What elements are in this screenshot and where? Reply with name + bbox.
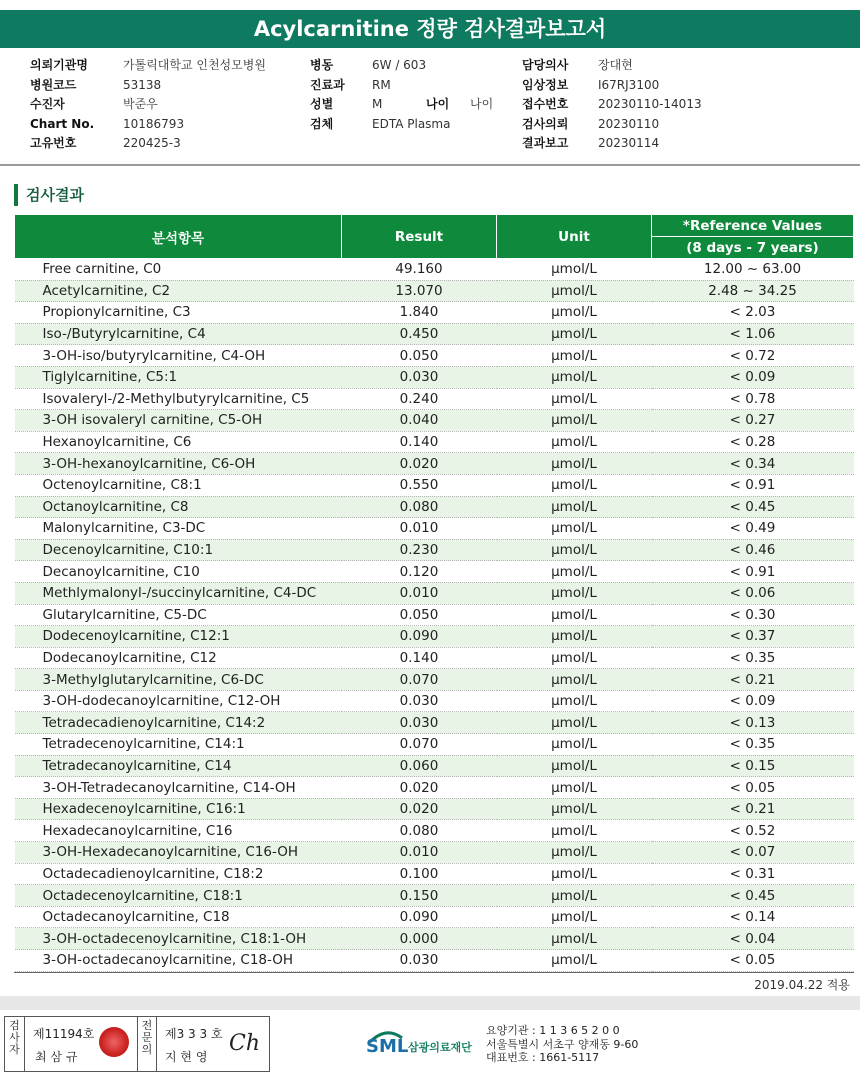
result-value: 0.020 bbox=[342, 798, 497, 820]
unit-value: µmol/L bbox=[497, 734, 652, 756]
analyte-name: 3-Methylglutarylcarnitine, C6-DC bbox=[15, 669, 342, 691]
info-label: 고유번호 bbox=[30, 136, 77, 150]
analyte-name: Tetradecanoylcarnitine, C14 bbox=[15, 755, 342, 777]
unit-value: µmol/L bbox=[497, 323, 652, 345]
table-row bbox=[15, 582, 854, 604]
examiner-label: 검사자 bbox=[9, 1019, 20, 1056]
reference-value: < 0.21 bbox=[652, 669, 854, 691]
info-value: 220425-3 bbox=[123, 136, 181, 150]
result-value: 0.020 bbox=[342, 777, 497, 799]
table-row bbox=[15, 906, 854, 928]
info-value: I67RJ3100 bbox=[598, 77, 660, 92]
result-value: 0.120 bbox=[342, 561, 497, 583]
analyte-name: 3-OH-iso/butyrylcarnitine, C4-OH bbox=[15, 345, 342, 367]
unit-value: µmol/L bbox=[497, 842, 652, 864]
reference-value: < 0.27 bbox=[652, 410, 854, 432]
analyte-name: Isovaleryl-/2-Methylbutyrylcarnitine, C5 bbox=[15, 388, 342, 410]
reference-value: < 0.46 bbox=[652, 539, 854, 561]
table-row bbox=[15, 345, 854, 367]
info-label: 나이 bbox=[426, 97, 450, 111]
reference-value: < 0.09 bbox=[652, 690, 854, 712]
reference-value: < 0.49 bbox=[652, 518, 854, 540]
analyte-name: Tetradecenoylcarnitine, C14:1 bbox=[15, 734, 342, 756]
unit-value: µmol/L bbox=[497, 259, 652, 281]
analyte-name: Tiglylcarnitine, C5:1 bbox=[15, 366, 342, 388]
info-value: 10186793 bbox=[123, 116, 185, 131]
header-divider bbox=[0, 164, 860, 166]
reference-value: < 0.35 bbox=[652, 734, 854, 756]
unit-value: µmol/L bbox=[497, 820, 652, 842]
unit-value: µmol/L bbox=[497, 604, 652, 626]
analyte-name: Hexadecenoylcarnitine, C16:1 bbox=[15, 798, 342, 820]
section-title: 검사결과 bbox=[14, 184, 84, 206]
info-value: 20230110-14013 bbox=[598, 97, 702, 111]
info-label: 병동 bbox=[310, 58, 334, 72]
unit-value: µmol/L bbox=[497, 496, 652, 518]
info-value: 가톨릭대학교 인천성모병원 bbox=[123, 58, 266, 72]
analyte-name: Hexadecanoylcarnitine, C16 bbox=[15, 820, 342, 842]
analyte-name: Octadecenoylcarnitine, C18:1 bbox=[15, 885, 342, 907]
unit-value: µmol/L bbox=[497, 777, 652, 799]
info-value: RM bbox=[372, 77, 391, 92]
reference-value: < 0.72 bbox=[652, 345, 854, 367]
table-row bbox=[15, 604, 854, 626]
info-value: 나이 bbox=[470, 97, 494, 111]
signature-label-examiner bbox=[5, 1017, 25, 1071]
unit-value: µmol/L bbox=[497, 388, 652, 410]
info-label: 결과보고 bbox=[522, 136, 569, 150]
unit-value: µmol/L bbox=[497, 280, 652, 302]
unit-value: µmol/L bbox=[497, 928, 652, 950]
signature-label-specialist bbox=[137, 1017, 157, 1071]
examiner-name: 최 삼 규 bbox=[35, 1050, 78, 1064]
info-value: 53138 bbox=[123, 77, 162, 92]
analyte-name: Octenoylcarnitine, C8:1 bbox=[15, 474, 342, 496]
org-line: 요양기관 : 1 1 3 6 5 2 0 0 bbox=[486, 1024, 620, 1037]
reference-value: < 0.91 bbox=[652, 474, 854, 496]
reference-value: < 0.13 bbox=[652, 712, 854, 734]
analyte-name: Malonylcarnitine, C3-DC bbox=[15, 518, 342, 540]
info-value: 6W / 603 bbox=[372, 58, 427, 72]
result-value: 0.240 bbox=[342, 388, 497, 410]
unit-value: µmol/L bbox=[497, 755, 652, 777]
signature-scribble: Ch bbox=[229, 1031, 261, 1056]
unit-value: µmol/L bbox=[497, 345, 652, 367]
table-row bbox=[15, 669, 854, 691]
col-header-result: Result bbox=[342, 215, 497, 259]
table-row bbox=[15, 323, 854, 345]
table-row bbox=[15, 410, 854, 432]
col-header-reference: *Reference Values bbox=[652, 215, 854, 237]
result-value: 0.050 bbox=[342, 345, 497, 367]
org-line: 서울특별시 서초구 양재동 9-60 bbox=[486, 1037, 639, 1051]
table-row bbox=[15, 647, 854, 669]
analyte-name: 3-OH-octadecenoylcarnitine, C18:1-OH bbox=[15, 928, 342, 950]
result-value: 0.070 bbox=[342, 669, 497, 691]
reference-value: < 0.14 bbox=[652, 906, 854, 928]
info-label: Chart No. bbox=[30, 116, 95, 131]
table-row bbox=[15, 885, 854, 907]
analyte-name: 3-OH-Tetradecanoylcarnitine, C14-OH bbox=[15, 777, 342, 799]
analyte-name: Octadecadienoylcarnitine, C18:2 bbox=[15, 863, 342, 885]
results-body bbox=[15, 259, 854, 972]
analyte-name: Methlymalonyl-/succinylcarnitine, C4-DC bbox=[15, 582, 342, 604]
unit-value: µmol/L bbox=[497, 712, 652, 734]
reference-value: < 0.09 bbox=[652, 366, 854, 388]
reference-value: < 0.15 bbox=[652, 755, 854, 777]
reference-value: < 0.91 bbox=[652, 561, 854, 583]
reference-value: < 0.45 bbox=[652, 496, 854, 518]
analyte-name: Decenoylcarnitine, C10:1 bbox=[15, 539, 342, 561]
result-value: 0.090 bbox=[342, 626, 497, 648]
info-column-2 bbox=[310, 56, 493, 134]
table-row bbox=[15, 366, 854, 388]
info-label: 병원코드 bbox=[30, 77, 77, 92]
result-value: 0.020 bbox=[342, 453, 497, 475]
col-header-reference-range: (8 days - 7 years) bbox=[652, 237, 854, 259]
specialist-label: 전문의 bbox=[141, 1019, 153, 1056]
reference-value: < 0.37 bbox=[652, 626, 854, 648]
table-row bbox=[15, 842, 854, 864]
analyte-name: 3-OH isovaleryl carnitine, C5-OH bbox=[15, 410, 342, 432]
col-header-item: 분석항목 bbox=[15, 215, 342, 259]
info-label: 수진자 bbox=[30, 97, 65, 111]
result-value: 0.060 bbox=[342, 755, 497, 777]
unit-value: µmol/L bbox=[497, 669, 652, 691]
table-row bbox=[15, 474, 854, 496]
table-row bbox=[15, 690, 854, 712]
result-value: 0.230 bbox=[342, 539, 497, 561]
table-row bbox=[15, 302, 854, 324]
result-value: 0.050 bbox=[342, 604, 497, 626]
analyte-name: Dodecenoylcarnitine, C12:1 bbox=[15, 626, 342, 648]
unit-value: µmol/L bbox=[497, 647, 652, 669]
info-value: 20230114 bbox=[598, 136, 660, 150]
specialist-license: 제3 3 3 호 bbox=[165, 1027, 223, 1041]
reference-value: < 0.45 bbox=[652, 885, 854, 907]
table-row bbox=[15, 734, 854, 756]
analyte-name: Glutarylcarnitine, C5-DC bbox=[15, 604, 342, 626]
unit-value: µmol/L bbox=[497, 690, 652, 712]
info-label: 임상정보 bbox=[522, 77, 569, 92]
result-value: 0.100 bbox=[342, 863, 497, 885]
info-label: 검사의뢰 bbox=[522, 116, 569, 131]
unit-value: µmol/L bbox=[497, 906, 652, 928]
info-column-3 bbox=[522, 56, 702, 154]
col-header-unit: Unit bbox=[497, 215, 652, 259]
info-value: 20230110 bbox=[598, 116, 660, 131]
result-value: 0.030 bbox=[342, 950, 497, 972]
analyte-name: 3-OH-hexanoylcarnitine, C6-OH bbox=[15, 453, 342, 475]
reference-value: < 0.30 bbox=[652, 604, 854, 626]
analyte-name: Propionylcarnitine, C3 bbox=[15, 302, 342, 324]
analyte-name: 3-OH-dodecanoylcarnitine, C12-OH bbox=[15, 690, 342, 712]
reference-value: < 0.05 bbox=[652, 777, 854, 799]
result-value: 49.160 bbox=[342, 259, 497, 281]
reference-value: < 0.28 bbox=[652, 431, 854, 453]
table-row bbox=[15, 777, 854, 799]
table-row bbox=[15, 626, 854, 648]
patient-info bbox=[0, 56, 860, 156]
seal-icon bbox=[99, 1027, 129, 1057]
reference-value: < 0.07 bbox=[652, 842, 854, 864]
result-value: 0.450 bbox=[342, 323, 497, 345]
table-row bbox=[15, 755, 854, 777]
table-row bbox=[15, 518, 854, 540]
table-bottom-rule bbox=[14, 972, 854, 973]
table-row bbox=[15, 431, 854, 453]
unit-value: µmol/L bbox=[497, 302, 652, 324]
reference-value: < 0.31 bbox=[652, 863, 854, 885]
unit-value: µmol/L bbox=[497, 366, 652, 388]
sml-logo bbox=[366, 1024, 486, 1068]
reference-value: < 0.78 bbox=[652, 388, 854, 410]
org-line: 대표번호 : 1661-5117 bbox=[486, 1051, 600, 1064]
unit-value: µmol/L bbox=[497, 885, 652, 907]
unit-value: µmol/L bbox=[497, 518, 652, 540]
info-label: 진료과 bbox=[310, 77, 345, 92]
unit-value: µmol/L bbox=[497, 561, 652, 583]
result-value: 13.070 bbox=[342, 280, 497, 302]
specialist-name: 지 현 영 bbox=[165, 1050, 208, 1064]
report-title: Acylcarnitine 정량 검사결과보고서 bbox=[0, 10, 860, 48]
unit-value: µmol/L bbox=[497, 410, 652, 432]
results-table bbox=[14, 214, 854, 972]
unit-value: µmol/L bbox=[497, 582, 652, 604]
unit-value: µmol/L bbox=[497, 539, 652, 561]
result-value: 0.030 bbox=[342, 366, 497, 388]
table-row bbox=[15, 863, 854, 885]
result-value: 0.550 bbox=[342, 474, 497, 496]
analyte-name: Free carnitine, C0 bbox=[15, 259, 342, 281]
result-value: 0.090 bbox=[342, 906, 497, 928]
result-value: 0.080 bbox=[342, 820, 497, 842]
analyte-name: Octadecanoylcarnitine, C18 bbox=[15, 906, 342, 928]
info-label: 검체 bbox=[310, 116, 334, 131]
org-info bbox=[486, 1024, 638, 1065]
table-row bbox=[15, 496, 854, 518]
table-row bbox=[15, 453, 854, 475]
unit-value: µmol/L bbox=[497, 863, 652, 885]
analyte-name: Acetylcarnitine, C2 bbox=[15, 280, 342, 302]
analyte-name: Hexanoylcarnitine, C6 bbox=[15, 431, 342, 453]
result-value: 0.140 bbox=[342, 431, 497, 453]
reference-value: < 0.05 bbox=[652, 950, 854, 972]
result-value: 0.080 bbox=[342, 496, 497, 518]
table-row bbox=[15, 712, 854, 734]
reference-value: < 1.06 bbox=[652, 323, 854, 345]
result-value: 0.030 bbox=[342, 712, 497, 734]
info-label: 접수번호 bbox=[522, 97, 569, 111]
unit-value: µmol/L bbox=[497, 431, 652, 453]
applied-note: 2019.04.22 적용 bbox=[754, 978, 850, 992]
result-value: 0.150 bbox=[342, 885, 497, 907]
unit-value: µmol/L bbox=[497, 950, 652, 972]
analyte-name: 3-OH-octadecanoylcarnitine, C18-OH bbox=[15, 950, 342, 972]
table-row bbox=[15, 950, 854, 972]
info-column-1 bbox=[30, 56, 266, 154]
reference-value: < 0.35 bbox=[652, 647, 854, 669]
reference-value: < 0.21 bbox=[652, 798, 854, 820]
reference-value: 2.48 ~ 34.25 bbox=[652, 280, 854, 302]
info-value: EDTA Plasma bbox=[372, 116, 451, 131]
result-value: 0.140 bbox=[342, 647, 497, 669]
unit-value: µmol/L bbox=[497, 474, 652, 496]
signature-box bbox=[4, 1016, 270, 1072]
reference-value: < 2.03 bbox=[652, 302, 854, 324]
info-value: 박준우 bbox=[123, 97, 158, 111]
result-value: 1.840 bbox=[342, 302, 497, 324]
info-value: M bbox=[372, 97, 383, 111]
footer-band bbox=[0, 996, 860, 1010]
examiner-license: 제11194호 bbox=[33, 1027, 95, 1041]
unit-value: µmol/L bbox=[497, 798, 652, 820]
table-row bbox=[15, 928, 854, 950]
reference-value: < 0.34 bbox=[652, 453, 854, 475]
sml-logo-text: SML bbox=[366, 1036, 409, 1057]
table-row bbox=[15, 561, 854, 583]
info-value: 장대현 bbox=[598, 58, 633, 72]
info-label: 의뢰기관명 bbox=[30, 58, 88, 72]
info-label: 성별 bbox=[310, 97, 334, 111]
analyte-name: Decanoylcarnitine, C10 bbox=[15, 561, 342, 583]
result-value: 0.010 bbox=[342, 582, 497, 604]
table-row bbox=[15, 798, 854, 820]
result-value: 0.030 bbox=[342, 690, 497, 712]
reference-value: < 0.04 bbox=[652, 928, 854, 950]
analyte-name: Iso-/Butyrylcarnitine, C4 bbox=[15, 323, 342, 345]
reference-value: 12.00 ~ 63.00 bbox=[652, 259, 854, 281]
result-value: 0.040 bbox=[342, 410, 497, 432]
analyte-name: Dodecanoylcarnitine, C12 bbox=[15, 647, 342, 669]
table-row bbox=[15, 820, 854, 842]
org-name: 삼광의료재단 bbox=[408, 1041, 472, 1054]
table-row bbox=[15, 280, 854, 302]
analyte-name: Tetradecadienoylcarnitine, C14:2 bbox=[15, 712, 342, 734]
analyte-name: 3-OH-Hexadecanoylcarnitine, C16-OH bbox=[15, 842, 342, 864]
info-label: 담당의사 bbox=[522, 58, 569, 72]
result-value: 0.010 bbox=[342, 842, 497, 864]
unit-value: µmol/L bbox=[497, 453, 652, 475]
table-row bbox=[15, 388, 854, 410]
result-value: 0.000 bbox=[342, 928, 497, 950]
reference-value: < 0.52 bbox=[652, 820, 854, 842]
unit-value: µmol/L bbox=[497, 626, 652, 648]
analyte-name: Octanoylcarnitine, C8 bbox=[15, 496, 342, 518]
result-value: 0.010 bbox=[342, 518, 497, 540]
table-row bbox=[15, 259, 854, 281]
table-row bbox=[15, 539, 854, 561]
reference-value: < 0.06 bbox=[652, 582, 854, 604]
result-value: 0.070 bbox=[342, 734, 497, 756]
